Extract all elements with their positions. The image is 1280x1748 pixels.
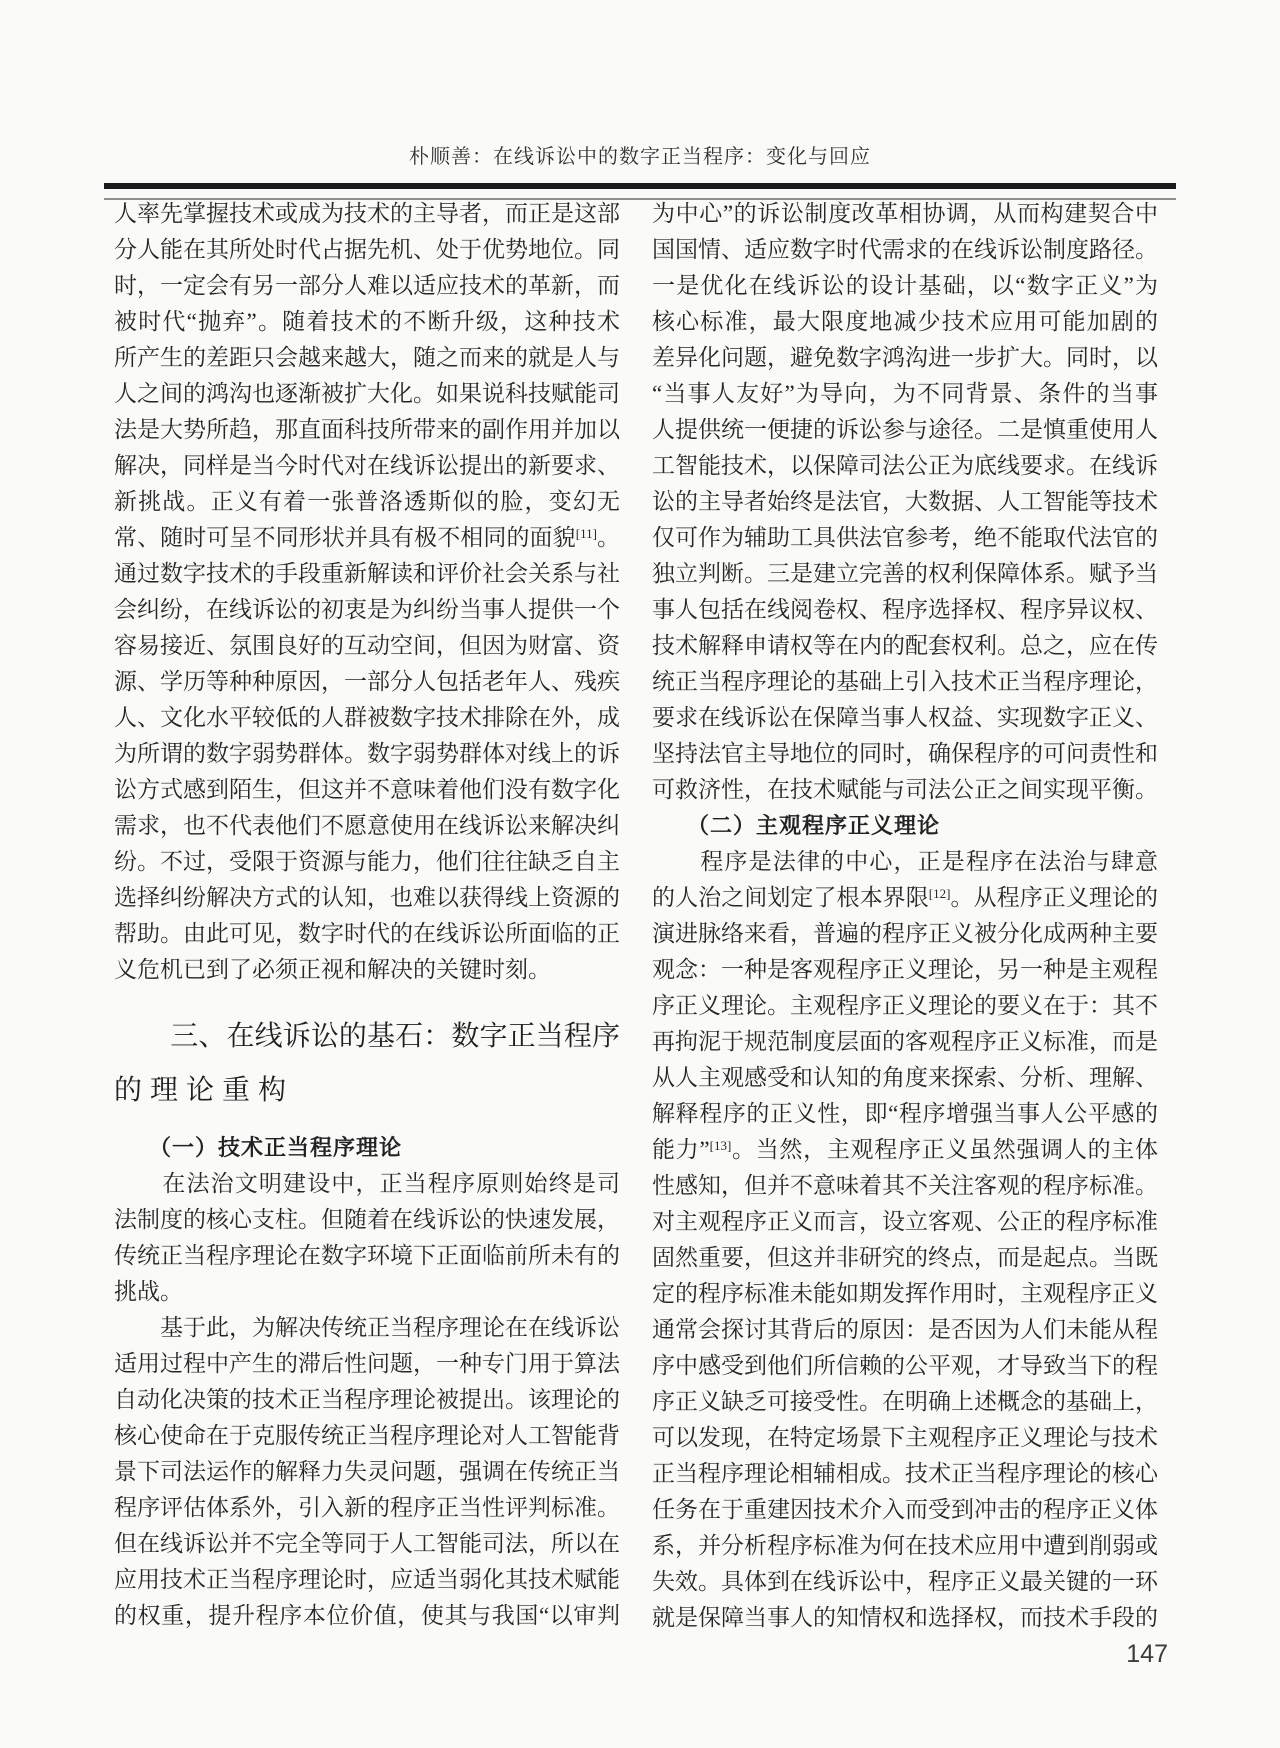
text-line: 讼方式感到陌生，但这并不意味着他们没有数字化 [114,777,620,802]
text-line: 对主观程序正义而言，设立客观、公正的程序标准 [652,1209,1158,1234]
text-line: 性感知，但并不意味着其不关注客观的程序标准。 [652,1173,1158,1198]
text-line: 演进脉络来看，普遍的程序正义被分化成两种主要 [652,921,1158,946]
text-line: 程序是法律的中心，正是程序在法治与肆意 [652,849,1158,874]
text-line: 定的程序标准未能如期发挥作用时，主观程序正义 [652,1281,1158,1306]
text-line: 的人治之间划定了根本界限[12]。从程序正义理论的 [652,885,1159,910]
text-line: 人率先掌握技术或成为技术的主导者，而正是这部 [114,201,620,226]
text-line: 自动化决策的技术正当程序理论被提出。该理论的 [114,1387,620,1412]
text-line: 就是保障当事人的知情权和选择权，而技术手段的 [652,1605,1158,1630]
text-line: 人之间的鸿沟也逐渐被扩大化。如果说科技赋能司 [114,381,620,406]
page-number: 147 [1126,1640,1168,1668]
text-line: 源、学历等种种原因，一部分人包括老年人、残疾 [114,669,620,694]
text-line: 被时代“抛弃”。随着技术的不断升级，这种技术 [114,309,620,334]
text-line: 传统正当程序理论在数字环境下正面临前所未有的 [114,1243,620,1268]
text-line: 解释程序的正义性，即“程序增强当事人公平感的 [652,1101,1158,1126]
text-line: 容易接近、氛围良好的互动空间，但因为财富、资 [114,633,620,658]
subsection-heading: （一）技术正当程序理论 [114,1135,403,1160]
text-line: 程序评估体系外，引入新的程序正当性评判标准。 [114,1495,620,1520]
subsection-heading: （二）主观程序正义理论 [652,813,941,838]
text-line: 的权重，提升程序本位价值，使其与我国“以审判 [114,1603,620,1628]
text-line: 新挑战。正义有着一张普洛透斯似的脸，变幻无 [114,489,620,514]
footnote-ref: [13] [709,1138,732,1153]
running-head: 朴顺善：在线诉讼中的数字正当程序：变化与回应 [409,146,871,168]
text-line: 仅可作为辅助工具供法官参考，绝不能取代法官的 [652,525,1158,550]
text-line: 在法治文明建设中，正当程序原则始终是司 [114,1171,620,1196]
left-column [114,196,620,1636]
text-line: 核心使命在于克服传统正当程序理论对人工智能背 [114,1423,620,1448]
text-line: 为中心”的诉讼制度改革相协调，从而构建契合中 [652,201,1158,226]
text-line: 基于此，为解决传统正当程序理论在在线诉讼 [114,1315,620,1340]
text-line: 纷。不过，受限于资源与能力，他们往往缺乏自主 [114,849,620,874]
text-line: 固然重要，但这并非研究的终点，而是起点。当既 [652,1245,1158,1270]
text-line: 应用技术正当程序理论时，应适当弱化其技术赋能 [114,1567,620,1592]
text-line: 时，一定会有另一部分人难以适应技术的革新，而 [114,273,620,298]
text-line: 从人主观感受和认知的角度来探索、分析、理解、 [652,1065,1158,1090]
text-line: 所产生的差距只会越来越大，随之而来的就是人与 [114,345,620,370]
text-line: 分人能在其所处时代占据先机、处于优势地位。同 [114,237,620,262]
text-line: 序正义缺乏可接受性。在明确上述概念的基础上， [652,1389,1158,1414]
text-line: 会纠纷，在线诉讼的初衷是为纠纷当事人提供一个 [114,597,620,622]
text-line: 序正义理论。主观程序正义理论的要义在于：其不 [652,993,1158,1018]
text-line: 独立判断。三是建立完善的权利保障体系。赋予当 [652,561,1158,586]
text-line: 但在线诉讼并不完全等同于人工智能司法，所以在 [114,1531,620,1556]
text-line: 统正当程序理论的基础上引入技术正当程序理论， [652,669,1158,694]
text-line: 坚持法官主导地位的同时，确保程序的可问责性和 [652,741,1158,766]
text-line: 法制度的核心支柱。但随着在线诉讼的快速发展， [114,1207,620,1232]
text-line: 需求，也不代表他们不愿意使用在线诉讼来解决纠 [114,813,620,838]
footnote-ref: [11] [575,526,597,541]
text-line: 帮助。由此可见，数字时代的在线诉讼所面临的正 [114,921,620,946]
text-line: “当事人友好”为导向，为不同背景、条件的当事 [652,381,1158,406]
text-line: 事人包括在线阅卷权、程序选择权、程序异议权、 [652,597,1158,622]
text-line: 挑战。 [114,1279,183,1304]
text-line: 任务在于重建因技术介入而受到冲击的程序正义体 [652,1497,1158,1522]
text-line: 景下司法运作的解释力失灵问题，强调在传统正当 [114,1459,620,1484]
text-line: 国国情、适应数字时代需求的在线诉讼制度路径。 [652,237,1158,262]
text-line: 选择纠纷解决方式的认知，也难以获得线上资源的 [114,885,620,910]
text-line: 法是大势所趋，那直面科技所带来的副作用并加以 [114,417,620,442]
text-line: 可以发现，在特定场景下主观程序正义理论与技术 [652,1425,1158,1450]
text-line: 通常会探讨其背后的原因：是否因为人们未能从程 [652,1317,1158,1342]
text-line: 为所谓的数字弱势群体。数字弱势群体对线上的诉 [114,741,620,766]
text-line: 工智能技术，以保障司法公正为底线要求。在线诉 [652,453,1158,478]
text-line: 适用过程中产生的滞后性问题，一种专门用于算法 [114,1351,620,1376]
text-line: 差异化问题，避免数字鸿沟进一步扩大。同时，以 [652,345,1158,370]
text-line: 通过数字技术的手段重新解读和评价社会关系与社 [114,561,620,586]
text-line: 常、随时可呈不同形状并具有极不相同的面貌[11]。 [114,525,621,550]
text-line: 正当程序理论相辅相成。技术正当程序理论的核心 [652,1461,1158,1486]
section-heading-line: 三、在线诉讼的基石：数字正当程序 [114,1021,620,1052]
text-line: 再拘泥于规范制度层面的客观程序正义标准，而是 [652,1029,1158,1054]
text-line: 一是优化在线诉讼的设计基础，以“数字正义”为 [652,273,1158,298]
text-line: 失效。具体到在线诉讼中，程序正义最关键的一环 [652,1569,1158,1594]
text-line: 可救济性，在技术赋能与司法公正之间实现平衡。 [652,777,1158,802]
text-line: 系，并分析程序标准为何在技术应用中遭到削弱或 [652,1533,1158,1558]
two-column-text-body [114,196,1158,1636]
text-line: 要求在线诉讼在保障当事人权益、实现数字正义、 [652,705,1158,730]
text-line: 序中感受到他们所信赖的公平观，才导致当下的程 [652,1353,1158,1378]
right-column [652,196,1158,1636]
section-heading-line: 的理论重构 [114,1075,295,1106]
text-line: 人、文化水平较低的人群被数字技术排除在外，成 [114,705,620,730]
text-line: 观念：一种是客观程序正义理论，另一种是主观程 [652,957,1158,982]
header-rule-thick [104,183,1176,189]
text-line: 义危机已到了必须正视和解决的关键时刻。 [114,957,551,982]
text-line: 解决，同样是当今时代对在线诉讼提出的新要求、 [114,453,620,478]
text-line: 技术解释申请权等在内的配套权利。总之，应在传 [652,633,1158,658]
footnote-ref: [12] [928,886,951,901]
text-line: 人提供统一便捷的诉讼参与途径。二是慎重使用人 [652,417,1158,442]
text-line: 核心标准，最大限度地减少技术应用可能加剧的 [652,309,1158,334]
text-line: 能力”[13]。当然，主观程序正义虽然强调人的主体 [652,1137,1158,1162]
text-line: 讼的主导者始终是法官，大数据、人工智能等技术 [652,489,1158,514]
